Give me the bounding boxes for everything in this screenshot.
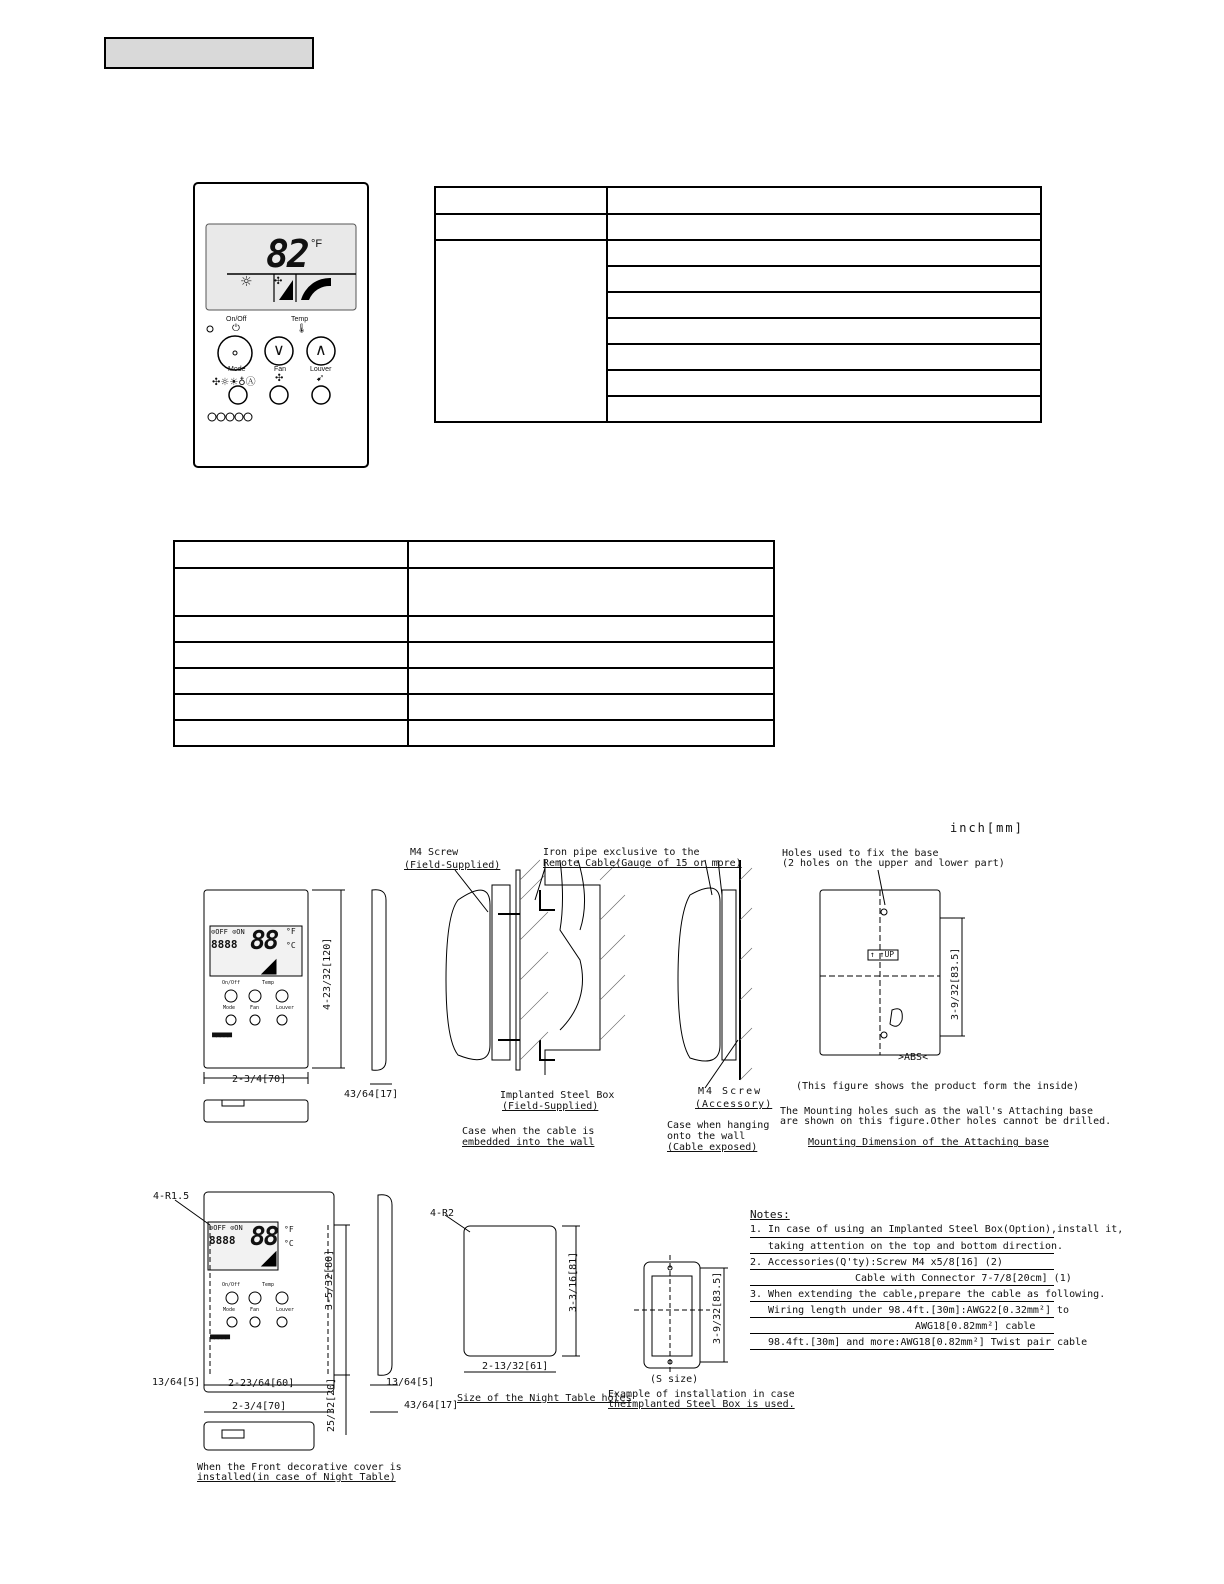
- note-line-7: AWG18[0.82mm²] cable: [915, 1321, 1036, 1332]
- lower-mode-label: Mode: [223, 1307, 236, 1313]
- power-icon: ⏻: [232, 323, 240, 334]
- lower-louver-label: Louver: [276, 1307, 295, 1313]
- front-mode-label: Mode: [223, 1005, 236, 1011]
- note-rule: [750, 1301, 1054, 1302]
- front-louver-label: Louver: [276, 1005, 295, 1011]
- note-line-6: Wiring length under 98.4ft.[30m]:AWG22[0.32mm²] to: [768, 1305, 1070, 1316]
- m4-screw-field-label: M4 Screw: [410, 847, 459, 858]
- note-rule: [750, 1253, 1054, 1254]
- lower-temp-label: Temp: [262, 1282, 275, 1288]
- mount-note-1: The Mounting holes such as the wall's Attaching base: [780, 1106, 1094, 1117]
- hanging-caption-2: onto the wall: [667, 1131, 746, 1142]
- dim-60-label: 2-23/64[60]: [228, 1378, 295, 1389]
- dim-80-label: 3-5/32[80]: [324, 1249, 335, 1310]
- example-caption-1: Example of installation in case: [608, 1389, 795, 1400]
- note-line-2: taking attention on the top and bottom direction.: [768, 1241, 1064, 1252]
- lower-unit-c: °C: [284, 1239, 294, 1248]
- front-fan-label: Fan: [250, 1005, 260, 1011]
- night-holes-caption: Size of the Night Table holes: [457, 1393, 632, 1404]
- dim-depth-label: 43/64[17]: [344, 1089, 399, 1100]
- notes-title: Notes:: [750, 1208, 790, 1221]
- up-arrow-icon: ∧: [315, 340, 327, 359]
- iron-pipe-label-2: Remote Cable(Gauge of 15 or more): [543, 858, 742, 869]
- dim-61-label: 2-13/32[61]: [482, 1361, 549, 1372]
- inside-note: (This figure shows the product form the inside): [796, 1081, 1079, 1092]
- accessory-label: (Accessory): [695, 1099, 773, 1110]
- note-rule: [750, 1317, 1054, 1318]
- front-unit-f: °F: [286, 927, 296, 936]
- fan-small-icon: ✣: [275, 373, 284, 384]
- fan-label: Fan: [274, 366, 287, 373]
- note-line-3: 2. Accessories(Q'ty):Screw M4 x5/8[16] (2): [750, 1257, 1003, 1268]
- iron-pipe-label-1: Iron pipe exclusive to the: [543, 847, 700, 858]
- dim-20-label: 25/32[20]: [326, 1377, 337, 1432]
- mount-title: Mounting Dimension of the Attaching base: [808, 1137, 1049, 1148]
- dim-70b-label: 2-3/4[70]: [232, 1401, 287, 1412]
- front-big-digits: 88: [250, 926, 278, 956]
- dim-height-label: 4-23/32[120]: [322, 937, 333, 1010]
- lower-display-icons: ⊙OFF ⊙ON: [209, 1224, 243, 1232]
- note-line-8: 98.4ft.[30m] and more:AWG18[0.82mm²] Twist pair cable: [768, 1337, 1088, 1348]
- holes-label-2: (2 holes on the upper and lower part): [782, 858, 1005, 869]
- hanging-caption-1: Case when hanging: [667, 1120, 770, 1131]
- mode-icons: ✣☼☀♁Ⓐ: [212, 377, 256, 388]
- dim-base-label: 3-9/32[83.5]: [950, 947, 961, 1020]
- cover-caption-1: When the Front decorative cover is: [197, 1462, 402, 1473]
- field-supplied-label: (Field-Supplied): [404, 860, 501, 871]
- front-onoff-label: On/Off: [222, 980, 241, 986]
- dim-835b-label: 3-9/32[83.5]: [712, 1271, 723, 1344]
- units-note: inch[mm]: [950, 821, 1024, 835]
- note-line-1: 1. In case of using an Implanted Steel Box(Option),install it,: [750, 1224, 1124, 1235]
- note-rule: [750, 1237, 1054, 1238]
- lower-indicator-dots: ■■■■■: [210, 1332, 230, 1341]
- louver-small-icon: ➹: [316, 373, 325, 384]
- remote-temp-display: 82: [266, 232, 308, 276]
- lower-fan-label: Fan: [250, 1307, 260, 1313]
- example-caption-2: theImplanted Steel Box is used.: [608, 1399, 795, 1410]
- mode-sun-icon: ☼: [240, 274, 253, 290]
- note-rule: [750, 1285, 1054, 1286]
- front-display-icons: ⊙OFF ⊙ON: [211, 928, 245, 936]
- mount-note-2: are shown on this figure.Other holes cannot be drilled.: [780, 1116, 1112, 1127]
- louver-label: Louver: [310, 366, 332, 373]
- fan-icon: ✣: [274, 276, 283, 287]
- note-line-5: 3. When extending the cable,prepare the cable as following.: [750, 1289, 1106, 1300]
- remote-temp-unit: °F: [311, 238, 323, 250]
- holes-label-1: Holes used to fix the base: [782, 848, 939, 859]
- lower-onoff-label: On/Off: [222, 1282, 241, 1288]
- lower-big-digits: 88: [250, 1222, 278, 1252]
- dim-5a-label: 13/64[5]: [152, 1377, 201, 1388]
- note-rule: [750, 1349, 1054, 1350]
- up-mark: ↑ ↑UP: [870, 950, 895, 959]
- radius-r2-label: 4-R2: [430, 1208, 455, 1219]
- front-unit-c: °C: [286, 941, 296, 950]
- down-arrow-icon: ∨: [273, 340, 285, 359]
- front-indicator-dots: ■■■■■: [212, 1030, 232, 1039]
- temp-label: Temp: [291, 316, 309, 323]
- note-rule: [750, 1333, 1054, 1334]
- cover-caption-2: installed(in case of Night Table): [197, 1472, 396, 1483]
- lower-unit-f: °F: [284, 1225, 294, 1234]
- note-rule: [750, 1269, 1054, 1270]
- abs-mark: >ABS<: [898, 1052, 929, 1063]
- steel-box-label-2: (Field-Supplied): [502, 1101, 599, 1112]
- mode-label: Mode: [228, 366, 246, 373]
- hanging-caption-3: (Cable exposed): [667, 1142, 758, 1153]
- radius-r15-label: 4-R1.5: [153, 1191, 190, 1202]
- onoff-label: On/Off: [226, 316, 247, 323]
- thermometer-icon: 🌡: [296, 324, 308, 334]
- front-display-digits: 8888: [211, 938, 238, 951]
- m4-screw-accessory-label: M4 Screw: [698, 1086, 763, 1097]
- dim-17b-label: 43/64[17]: [404, 1400, 459, 1411]
- steel-box-label-1: Implanted Steel Box: [500, 1090, 615, 1101]
- note-line-4: Cable with Connector 7-7/8[20cm] (1): [855, 1273, 1072, 1284]
- s-size-label: (S size): [650, 1374, 699, 1385]
- dim-81v-label: 3-3/16[81]: [568, 1251, 579, 1312]
- embedded-caption-1: Case when the cable is: [462, 1126, 595, 1137]
- dim-5b-label: 13/64[5]: [386, 1377, 435, 1388]
- front-temp-label: Temp: [262, 980, 275, 986]
- embedded-caption-2: embedded into the wall: [462, 1137, 595, 1148]
- dim-width-label: 2-3/4[70]: [232, 1074, 287, 1085]
- lower-display-digits: 8888: [209, 1234, 236, 1247]
